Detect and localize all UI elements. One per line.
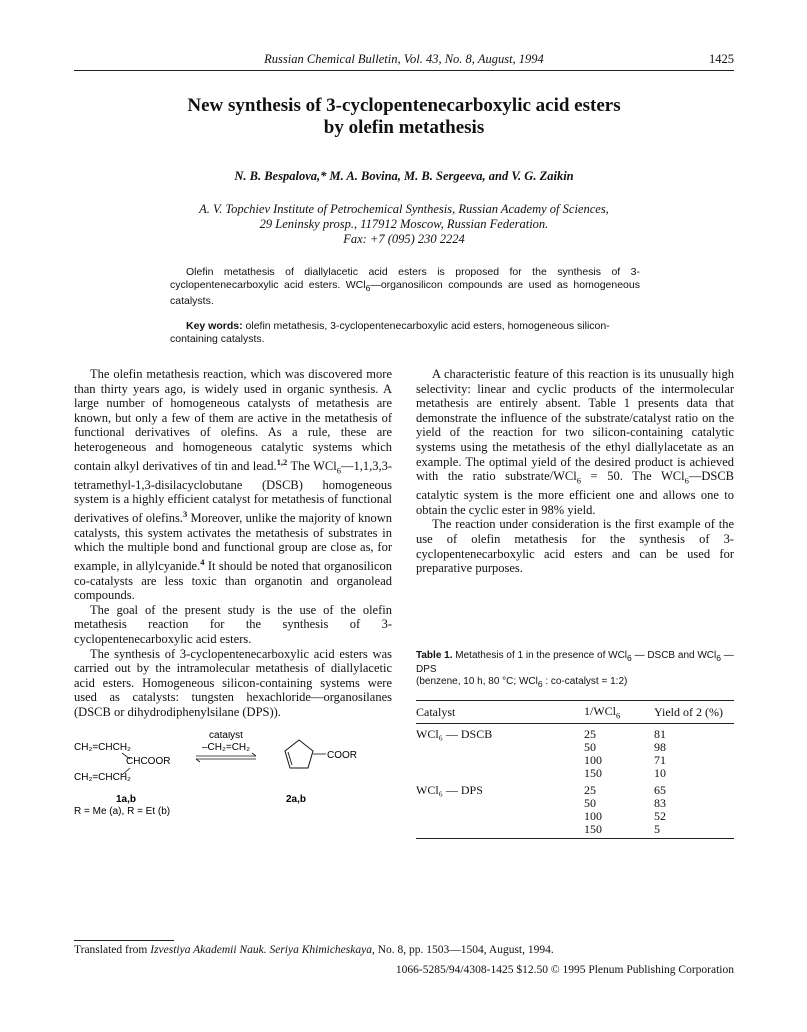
reaction-scheme bbox=[74, 732, 392, 820]
paragraph: The reaction under consideration is the first example of the use of olefin metathesis for the synthesis of 3-cyclopentenecarboxylic acid esters and can be used for preparative purposes. bbox=[416, 517, 734, 576]
reactant-bottom-group: CH₂=CHCH₂ bbox=[74, 772, 131, 783]
reactant-label: 1a,b bbox=[116, 794, 137, 805]
keywords-text: olefin metathesis, 3-cyclopentenecarboxylic acid esters, homogeneous silicon-containing catalysts. bbox=[170, 320, 610, 345]
source-journal: Izvestiya Akademii Nauk. Seriya Khimicheskaya, bbox=[150, 944, 375, 956]
affiliation-line-1: A. V. Topchiev Institute of Petrochemical Synthesis, Russian Academy of Sciences, bbox=[199, 202, 609, 216]
page-number: 1425 bbox=[709, 52, 734, 66]
column-header-catalyst: Catalyst bbox=[416, 701, 584, 724]
keywords-label: Key words: bbox=[186, 320, 243, 332]
paragraph: The olefin metathesis reaction, which was discovered more than thirty years ago, is widely used in organic synthesis. A large number of homogeneous catalysts of metathesis are known, but only a few of them are active in the metathesis of functional derivatives of olefins. As a rule, these are heterogeneous and homogeneous catalytic systems which contain alkyl derivatives of tin and lead.$^{1,2}$ The WCl$_6$—1,1,3,3-tetramethyl-1,3-disilacyclobutane (DSCB) homogeneous system is a highly efficient catalyst for metathesis of functional derivatives of olefins.$^3$ Moreover, unlike the majority of known catalysts, this system activates the metathesis of substrates in which the multiple bond and functional group are close as, for example, in allylcyanide.$^4$ It should be noted that organosilicon co-catalysts are less toxic than organotin and organolead compounds. bbox=[74, 367, 392, 603]
abstract bbox=[170, 266, 640, 308]
table-row: 100 52 bbox=[584, 809, 666, 824]
product-label: 2a,b bbox=[286, 794, 307, 805]
right-column bbox=[416, 367, 734, 576]
product-ester-group: COOR bbox=[327, 750, 357, 761]
abstract-text-2: —organosilicon compounds are used as homogeneous catalysts. bbox=[170, 279, 640, 308]
reactant-mid-group: CHCOOR bbox=[126, 756, 171, 767]
table-caption-label: Table 1. bbox=[416, 650, 453, 661]
reference-marker: 3 bbox=[182, 509, 188, 519]
substituent-note: R = Me (a), R = Et (b) bbox=[74, 806, 171, 817]
reaction-scheme-graphic bbox=[74, 732, 392, 820]
catalyst-label: catalyst bbox=[209, 732, 243, 741]
keywords bbox=[170, 320, 640, 346]
column-header-yield: Yield of 2 (%) bbox=[654, 701, 734, 724]
table-row: 100 71 bbox=[584, 753, 666, 768]
running-header bbox=[74, 52, 734, 71]
paragraph: The synthesis of 3-cyclopentenecarboxylic acid esters was carried out by the intramolecular metathesis of diallylacetic acid esters. Homogeneous silicon-containing systems were used as catalysts: tungsten hexachloride—organosilanes (DSCB or dihydrodiphenylsilane (DPS)). bbox=[74, 646, 392, 720]
affiliation-fax: Fax: +7 (095) 230 2224 bbox=[343, 232, 465, 246]
table-row: 150 10 bbox=[584, 766, 666, 781]
reactant-top-group: CH₂=CHCH₂ bbox=[74, 742, 131, 753]
article-title bbox=[74, 95, 734, 139]
table-header-row bbox=[416, 701, 734, 724]
reference-marker: 1,2 bbox=[276, 456, 288, 467]
table-row: WCl₆ — DSCB 25 81 bbox=[416, 727, 666, 742]
column-header-ratio: 1/WCl$_6$ bbox=[584, 701, 654, 724]
translation-footnote: Translated from Izvestiya Akademii Nauk. Seriya Khimicheskaya, No. 8, pp. 1503—1504, August, 1994. bbox=[74, 944, 554, 956]
footnote-divider bbox=[74, 940, 174, 941]
affiliation bbox=[74, 202, 734, 247]
data-table bbox=[416, 700, 734, 839]
journal-citation: Russian Chemical Bulletin, Vol. 43, No. 8, August, 1994 bbox=[264, 52, 544, 66]
reference-marker: 4 bbox=[200, 556, 205, 567]
byproduct-label: –CH₂=CH₂ bbox=[201, 742, 251, 753]
table-caption: Table 1. Metathesis of 1 in the presence of WCl$_6$ — DSCB and WCl$_6$ — DPS (benzene, 10 h, 80 °C; WCl$_6$ : co-catalyst = 1:2) bbox=[416, 650, 734, 689]
abstract-text-1: Olefin metathesis of diallylacetic acid esters is proposed for the synthesis of 3-cyclopentenecarboxylic acid esters. WCl bbox=[170, 266, 640, 291]
table-row: WCl₆ — DPS 25 65 bbox=[416, 783, 666, 798]
table-row: 50 83 bbox=[584, 796, 666, 811]
title-line-1: New synthesis of 3-cyclopentenecarboxylic acid esters bbox=[187, 95, 621, 116]
affiliation-line-2: 29 Leninsky prosp., 117912 Moscow, Russian Federation. bbox=[259, 217, 549, 231]
copyright-line: 1066-5285/94/4308-1425 $12.50 © 1995 Plenum Publishing Corporation bbox=[395, 964, 734, 976]
paragraph: The goal of the present study is the use of the olefin metathesis reaction for the synthesis of 3-cyclopentenecarboxylic acid esters. bbox=[74, 602, 392, 647]
table-row: 50 98 bbox=[584, 740, 666, 755]
authors: N. B. Bespalova,* M. A. Bovina, M. B. Sergeeva, and V. G. Zaikin bbox=[234, 169, 574, 183]
cyclopentene-ring bbox=[285, 740, 313, 768]
abstract-subscript: 6 bbox=[365, 283, 371, 294]
table-row: 150 5 bbox=[416, 823, 734, 839]
paragraph: A characteristic feature of this reaction is its unusually high selectivity: linear and cyclic products of the intermolecular metathesis are entirely absent. Table 1 presents data that demonstrate the influence of the substrate/catalyst ratio on the yield of the reaction for two silicon-containing catalytic systems using the metathesis of the ethyl diallylacetate as an example. The optimal yield of the desired product is achieved with the ratio substrate/WCl$_6$ = 50. The WCl$_6$—DSCB catalytic system is the more efficient one and allows one to obtain the cyclic ester in 98% yield. bbox=[416, 367, 734, 517]
left-column bbox=[74, 367, 392, 720]
title-line-2: by olefin metathesis bbox=[323, 117, 485, 138]
